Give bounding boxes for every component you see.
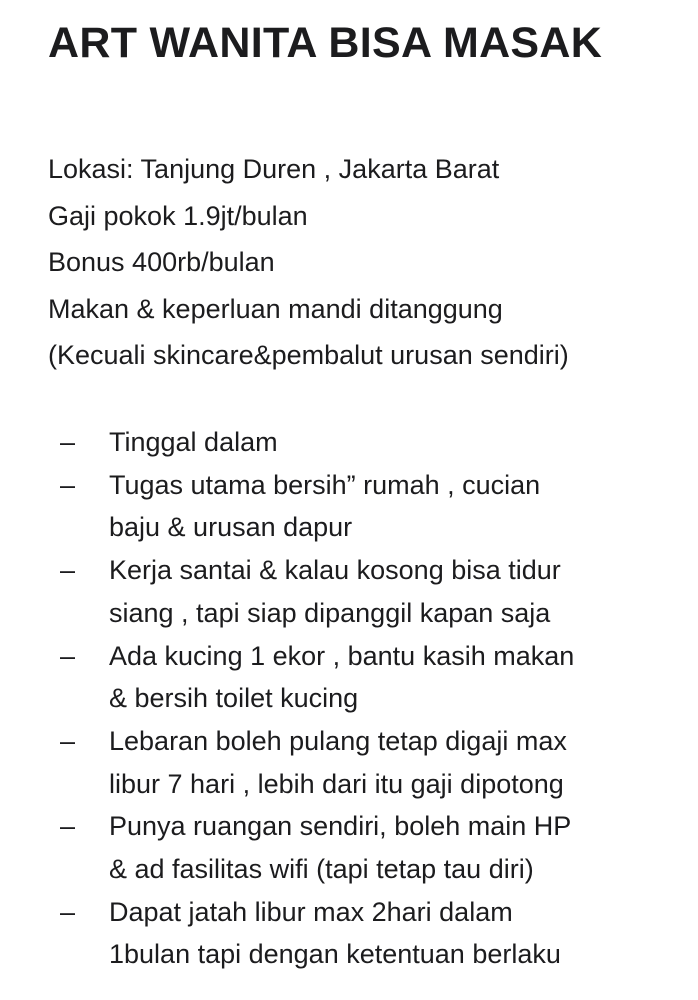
- list-item: [60, 720, 690, 805]
- job-info: [48, 146, 688, 379]
- list-item: [60, 891, 690, 976]
- dash-bullet: –: [60, 469, 76, 500]
- dash-bullet: –: [60, 725, 76, 756]
- list-item-text: Tugas utama bersih” rumah , cucian baju & urusan dapur: [109, 469, 541, 543]
- list-item: [60, 805, 690, 890]
- list-item-text: Ada kucing 1 ekor , bantu kasih makan & bersih toilet kucing: [109, 640, 575, 714]
- list-item-text: Lebaran boleh pulang tetap digaji max libur 7 hari , lebih dari itu gaji dipotong: [109, 725, 567, 799]
- benefits-note: (Kecuali skincare&pembalut urusan sendiri): [48, 340, 569, 370]
- list-item-text: Kerja santai & kalau kosong bisa tidur siang , tapi siap dipanggil kapan saja: [109, 555, 561, 628]
- list-item: [60, 635, 690, 720]
- location-line: Lokasi: Tanjung Duren , Jakarta Barat: [48, 154, 500, 184]
- list-item: [60, 421, 690, 464]
- requirements-list: [60, 421, 690, 976]
- dash-bullet: –: [60, 896, 76, 927]
- list-item-text: Dapat jatah libur max 2hari dalam 1bulan tapi dengan ketentuan berlaku: [109, 896, 561, 970]
- list-item: [60, 464, 690, 549]
- bonus-line: Bonus 400rb/bulan: [48, 247, 275, 277]
- dash-bullet: –: [60, 640, 76, 671]
- benefits-line: Makan & keperluan mandi ditanggung: [48, 293, 503, 324]
- list-item-text: Tinggal dalam: [109, 427, 278, 457]
- dash-bullet: –: [60, 555, 76, 586]
- list-item-text: Punya ruangan sendiri, boleh main HP & ad fasilitas wifi (tapi tetap tau diri): [109, 811, 572, 885]
- list-item: [60, 549, 690, 634]
- dash-bullet: –: [60, 427, 76, 457]
- dash-bullet: –: [60, 811, 76, 842]
- salary-line: Gaji pokok 1.9jt/bulan: [48, 200, 308, 231]
- page-title: ART WANITA BISA MASAK: [48, 19, 603, 67]
